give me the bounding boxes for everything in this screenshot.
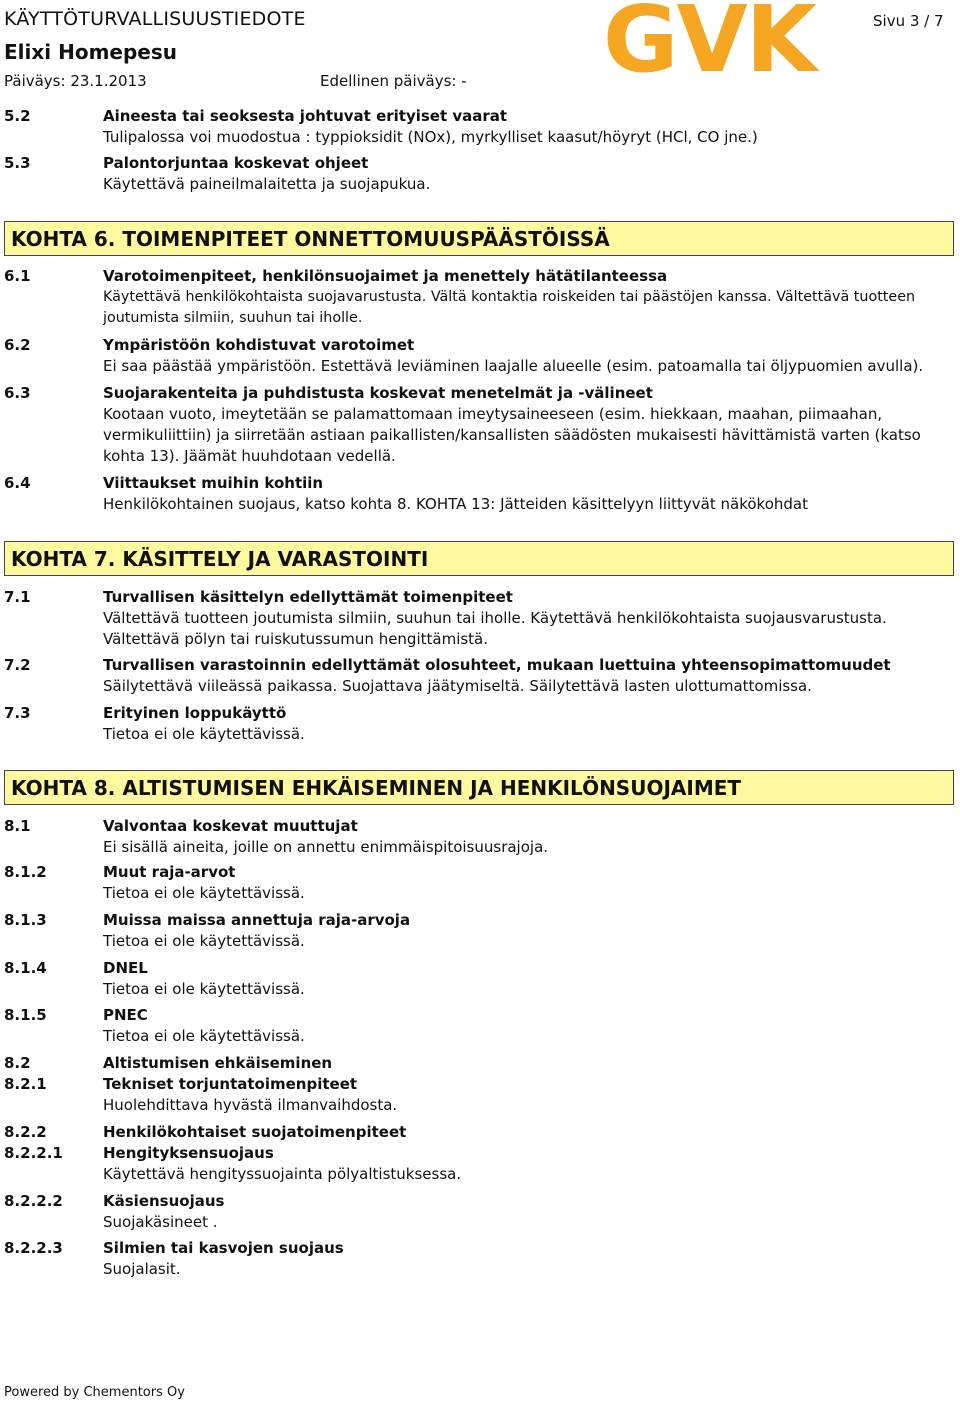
item-text: Kootaan vuoto, imeytetään se palamattomaan imeytysaineeseen (esim. hiekkaan, maahan, piimaahan, vermikuliittiin) ja siirretään astiaan paikallisten/kansallisten säädösten mukaisesti hävittämistä varten (katso kohta 13). Jäämät huuhdotaan vedellä.	[103, 405, 921, 465]
item-title: Muissa maissa annettuja raja-arvoja	[103, 911, 411, 929]
item-number: 8.1	[4, 817, 31, 835]
item-title: Aineesta tai seoksesta johtuvat erityiset vaarat	[103, 107, 508, 125]
item-title: Erityinen loppukäyttö	[103, 704, 287, 722]
item-title: PNEC	[103, 1006, 148, 1024]
item-text: Tietoa ei ole käytettävissä.	[103, 884, 305, 902]
item-number: 8.2.2	[4, 1123, 47, 1141]
document-title: KÄYTTÖTURVALLISUUSTIEDOTE	[4, 8, 306, 30]
item-number: 8.2.2.3	[4, 1239, 63, 1257]
item-text: Tulipalossa voi muodostua : typpioksidit (NOx), myrkylliset kaasut/höyryt (HCl, CO jne.)	[103, 128, 758, 146]
item-title: Henkilökohtaiset suojatoimenpiteet	[103, 1123, 407, 1141]
item-text: Tietoa ei ole käytettävissä.	[103, 980, 305, 998]
item-text: Käytettävä hengityssuojainta pölyaltistuksessa.	[103, 1165, 462, 1183]
item-title: Turvallisen käsittelyn edellyttämät toimenpiteet	[103, 588, 513, 606]
page-number: Sivu 3 / 7	[873, 12, 944, 30]
item-number: 8.2.2.2	[4, 1192, 63, 1210]
item-text: Huolehdittava hyvästä ilmanvaihdosta.	[103, 1096, 398, 1114]
item-text: Henkilökohtainen suojaus, katso kohta 8. KOHTA 13: Jätteiden käsittelyyn liittyvät näkökohdat	[103, 495, 808, 513]
section-heading-7: KOHTA 7. KÄSITTELY JA VARASTOINTI	[4, 541, 954, 576]
item-text: Tietoa ei ole käytettävissä.	[103, 932, 305, 950]
item-number: 7.1	[4, 588, 31, 606]
item-title: Viittaukset muihin kohtiin	[103, 474, 324, 492]
item-number: 8.2.1	[4, 1075, 47, 1093]
item-text: Suojalasit.	[103, 1260, 181, 1278]
item-text: Tietoa ei ole käytettävissä.	[103, 1027, 305, 1045]
item-title: Muut raja-arvot	[103, 863, 236, 881]
product-name: Elixi Homepesu	[4, 40, 177, 64]
item-number: 6.2	[4, 336, 31, 354]
item-number: 6.1	[4, 267, 31, 285]
item-title: Valvontaa koskevat muuttujat	[103, 817, 358, 835]
item-title: Suojarakenteita ja puhdistusta koskevat menetelmät ja -välineet	[103, 384, 653, 402]
item-number: 6.4	[4, 474, 31, 492]
item-text: Vältettävä tuotteen joutumista silmiin, suuhun tai iholle. Käytettävä henkilökohtaista suojausvarustusta. Vältettävä pölyn tai ruiskutussumun hengittämistä.	[103, 609, 887, 648]
document-date: Päiväys: 23.1.2013	[4, 72, 147, 90]
item-title: Käsiensuojaus	[103, 1192, 225, 1210]
item-title: Tekniset torjuntatoimenpiteet	[103, 1075, 358, 1093]
item-text: Käytettävä henkilökohtaista suojavarustusta. Vältä kontaktia roiskeiden tai päästöjen kanssa. Vältettävä tuotteen joutumista silmiin, suuhun tai iholle.	[103, 289, 916, 326]
item-number: 8.1.5	[4, 1006, 47, 1024]
item-title: Altistumisen ehkäiseminen	[103, 1054, 333, 1072]
item-title: Turvallisen varastoinnin edellyttämät olosuhteet, mukaan luettuina yhteensopimattomuudet	[103, 656, 891, 674]
item-number: 8.1.3	[4, 911, 47, 929]
item-title: Silmien tai kasvojen suojaus	[103, 1239, 344, 1257]
item-number: 6.3	[4, 384, 31, 402]
item-title: Palontorjuntaa koskevat ohjeet	[103, 154, 369, 172]
item-title: DNEL	[103, 959, 148, 977]
item-number: 5.2	[4, 107, 31, 125]
item-text: Suojakäsineet .	[103, 1213, 218, 1231]
item-title: Varotoimenpiteet, henkilönsuojaimet ja menettely hätätilanteessa	[103, 267, 668, 285]
item-text: Käytettävä paineilmalaitetta ja suojapukua.	[103, 175, 431, 193]
section-heading-8: KOHTA 8. ALTISTUMISEN EHKÄISEMINEN JA HENKILÖNSUOJAIMET	[4, 770, 954, 805]
item-number: 8.2.2.1	[4, 1144, 63, 1162]
section-heading-6: KOHTA 6. TOIMENPITEET ONNETTOMUUSPÄÄSTÖISSÄ	[4, 221, 954, 256]
item-title: Ympäristöön kohdistuvat varotoimet	[103, 336, 415, 354]
item-title: Hengityksensuojaus	[103, 1144, 274, 1162]
item-number: 5.3	[4, 154, 31, 172]
item-number: 8.1.4	[4, 959, 47, 977]
item-text: Ei saa päästää ympäristöön. Estettävä leviäminen laajalle alueelle (esim. patoamalla tai öljypuomien avulla).	[103, 357, 924, 375]
gvk-logo: GVK	[603, 0, 816, 93]
item-number: 8.2	[4, 1054, 31, 1072]
previous-date: Edellinen päiväys: -	[320, 72, 467, 90]
item-number: 7.3	[4, 704, 31, 722]
item-number: 8.1.2	[4, 863, 47, 881]
footer-credit: Powered by Chementors Oy	[4, 1385, 185, 1400]
item-text: Säilytettävä viileässä paikassa. Suojattava jäätymiseltä. Säilytettävä lasten ulottumattomissa.	[103, 677, 812, 695]
item-text: Tietoa ei ole käytettävissä.	[103, 725, 305, 743]
item-number: 7.2	[4, 656, 31, 674]
item-text: Ei sisällä aineita, joille on annettu enimmäispitoisuusrajoja.	[103, 838, 549, 856]
